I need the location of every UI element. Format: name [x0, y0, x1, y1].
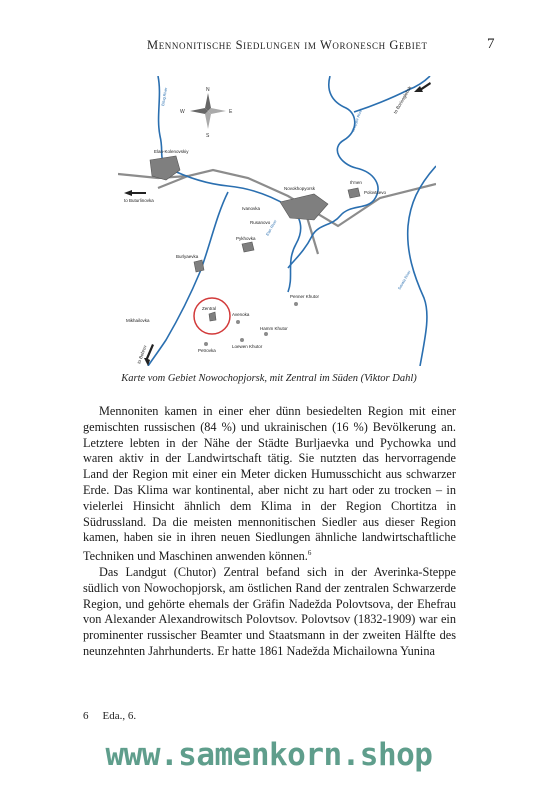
label-mikhailovka: Mikhailovka: [126, 318, 150, 323]
town-pykhovka: [242, 242, 254, 252]
compass-e: E: [229, 109, 233, 115]
page-number: 7: [487, 36, 495, 52]
label-ivanovka: Ivanovka: [242, 206, 261, 211]
savala-river: [408, 166, 436, 366]
dot-hamm: [264, 332, 268, 336]
label-elan: Elan-Kolenovskiy: [154, 149, 189, 154]
label-ilmen: Il'men: [350, 180, 362, 185]
dot-petrovka: [204, 342, 208, 346]
rivers: [148, 76, 436, 366]
running-header-title: Mennonitische Siedlungen im Woronesch Gebiet: [147, 38, 428, 52]
compass-rose-icon: [180, 87, 233, 139]
paragraph-1-text: Mennoniten kamen in einer eher dünn besiedelten Region mit einer gemischten russischen (84 %) und ukrainischen (16 %) Bevölkerung an. Letztere lebten in der Nähe der Städte Burljaevka und Pychowka und waren aktiv in der Landwirtschaft tätig. Sie nutzten das hervorragende Land der Region mit einer ein Meter dicken Humusschicht aus schwarzer Erde. Das Klima war kontinental, aber nicht zu hart oder zu trocken – in vielerlei Hinsicht ähnlich dem Klima in der Region Chortitza in Südrussland. Da die meisten mennonitischen Siedler aus dieser Region kamen, haben sie in ihren neuen Siedlungen ähnliche landwirtschaftliche Techniken und Maschinen anwenden können.: [83, 404, 456, 564]
tributary-north: [354, 76, 430, 112]
label-pykhovka: Pykhovka: [236, 236, 256, 241]
label-zentral: Zentral: [202, 306, 217, 311]
arrow-borisoglebsk-icon: [414, 82, 431, 92]
tributary-south: [148, 192, 228, 366]
label-khopyor-river: Khopyor River: [351, 108, 364, 133]
town-burlyaevka: [194, 260, 204, 272]
town-zentral: [209, 312, 216, 321]
dot-avenoka: [236, 320, 240, 324]
label-buturlinovka: to Buturlinovka: [124, 198, 154, 203]
label-loewen: Loewen Khutor: [232, 344, 263, 349]
map-figure: [118, 76, 436, 366]
label-savala-river: Savala River: [397, 269, 412, 291]
footnote-number: 6: [83, 710, 89, 722]
label-hamm: Hamm Khutor: [260, 326, 288, 331]
khopyor-river: [288, 76, 378, 268]
compass-n: N: [206, 87, 210, 93]
running-header: [0, 38, 538, 58]
roads: [118, 170, 436, 254]
label-elan-river: Elan River: [265, 219, 278, 237]
label-novokhopyorsk: Novokhopyorsk: [284, 186, 316, 191]
compass-s: S: [206, 133, 210, 139]
direction-arrows: [124, 82, 431, 366]
footnote-text: Eda., 6.: [102, 710, 137, 722]
body-text: [83, 404, 456, 660]
label-to-borisoglebsk: to Borisoglebsk: [392, 85, 413, 115]
paragraph-2: Das Landgut (Chutor) Zentral befand sich in der Averinka-Steppe südlich von Nowochopjorsk, am östlichen Rand der zentralen Schwarzerde Region, und gehörte ehemals der Gräfin Nadežda Polovtsova, der Ehefrau von Alexander Alexandrowitsch Polovtsov. Polovtsov (1832-1909) war ein prominenter russischer Beamter und Staatsmann in der zweiten Hälfte des neunzehnten Jahrhunderts. Er hatte 1861 Nadežda Michailowna Yunina: [83, 565, 456, 659]
arrow-buturlinovka-icon: [124, 190, 146, 196]
label-penner: Penner Khutor: [290, 294, 320, 299]
label-bitug-river: Bitug River: [161, 87, 169, 107]
compass-w: W: [180, 109, 185, 115]
label-polovtsevo: Polovtsevo: [364, 190, 387, 195]
dot-loewen: [240, 338, 244, 342]
khutor-dots: [204, 302, 298, 346]
label-avenoka: Avenoka: [232, 312, 250, 317]
footnote-reference: 6: [307, 549, 312, 558]
elan-river: [168, 168, 301, 292]
dot-penner: [294, 302, 298, 306]
footnote: [83, 710, 136, 722]
label-burlyaevka: Burlyaevka: [176, 254, 199, 259]
label-petrovka: Petrovka: [198, 348, 216, 353]
label-rusanovo: Rusanovo: [250, 220, 271, 225]
watermark-url: www.samenkorn.shop: [105, 737, 433, 773]
town-ilmen: [348, 188, 360, 198]
paragraph-1: [83, 404, 456, 565]
figure-caption: Karte vom Gebiet Nowochopjorsk, mit Zentral im Süden (Viktor Dahl): [121, 373, 417, 384]
label-to-bobrov: to Bobrov: [136, 344, 148, 365]
